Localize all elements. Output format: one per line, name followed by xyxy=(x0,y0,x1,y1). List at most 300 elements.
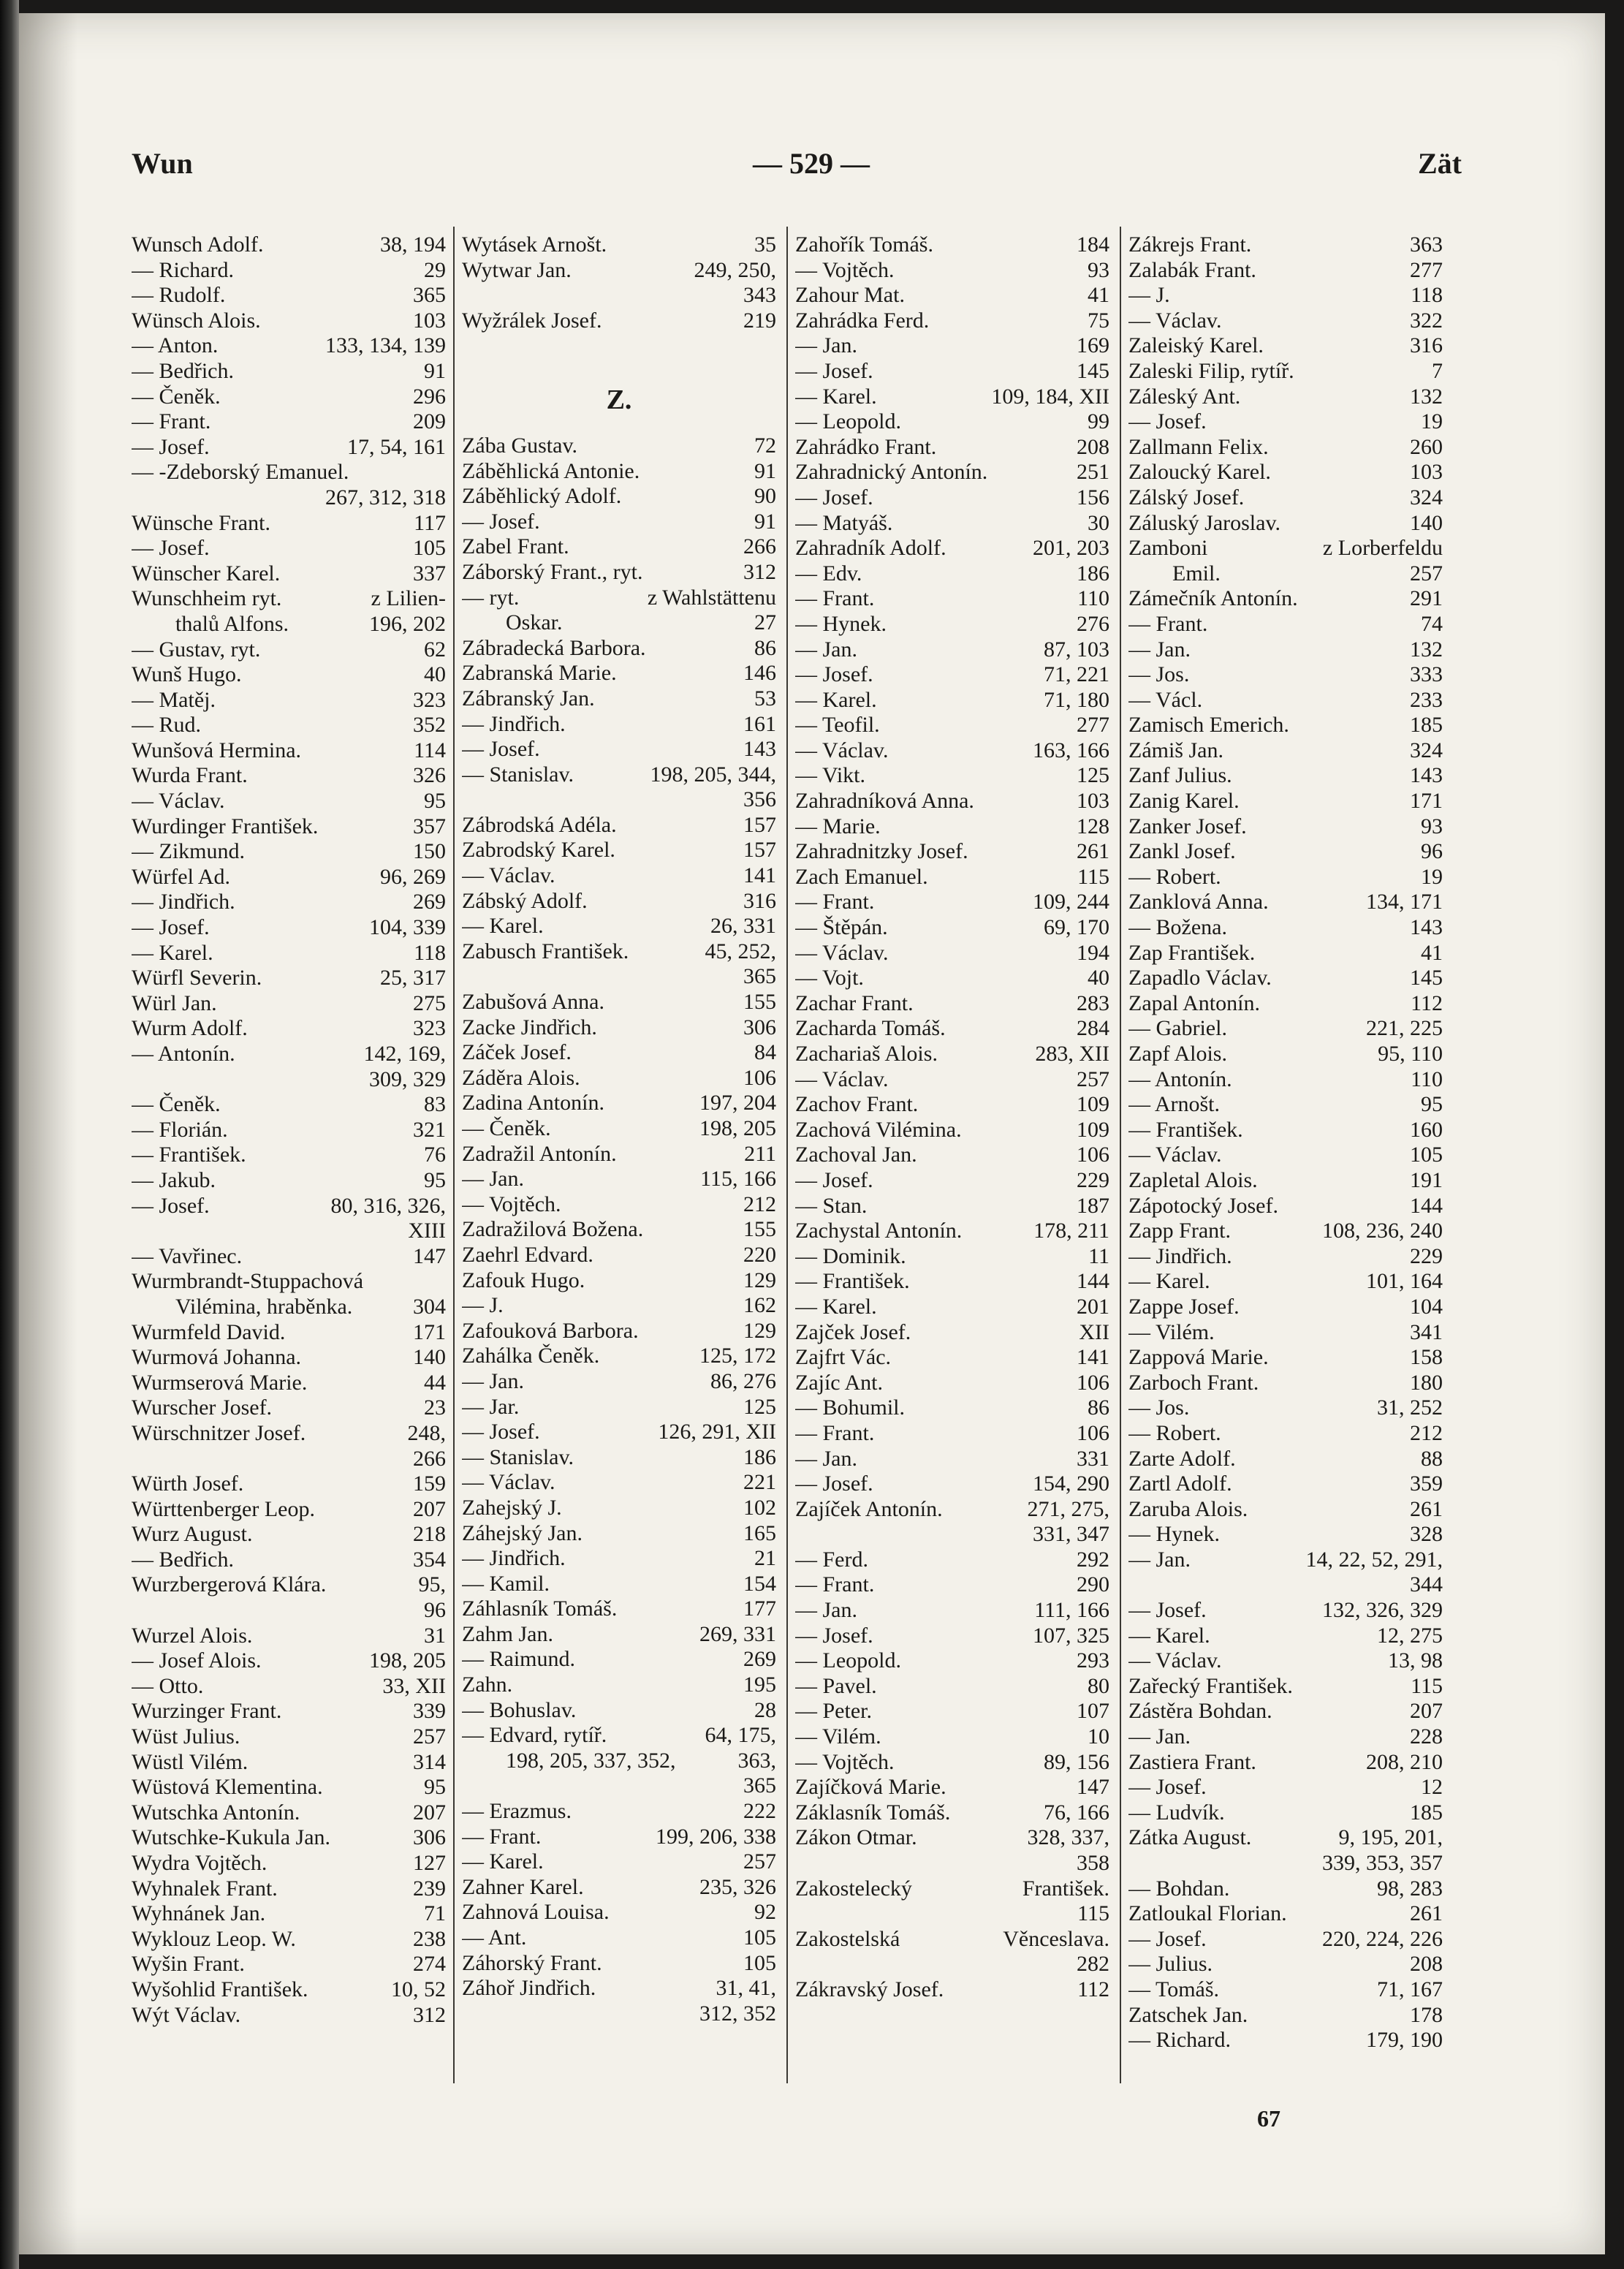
index-entry xyxy=(462,1167,776,1192)
entry-pages: 96 xyxy=(1421,839,1443,864)
index-entry xyxy=(462,586,776,611)
entry-pages: 112 xyxy=(1411,990,1443,1015)
entry-name: — Václav. xyxy=(132,789,225,814)
entry-name: — Vilém. xyxy=(1128,1319,1215,1344)
index-entry xyxy=(795,1624,1109,1649)
index-entry xyxy=(462,1572,776,1597)
index-entry xyxy=(1128,1371,1443,1396)
index-column-1 xyxy=(132,232,446,2028)
entry-name: Wurmová Johanna. xyxy=(132,1345,302,1370)
index-entry xyxy=(462,1496,776,1521)
index-entry xyxy=(1128,1825,1443,1851)
entry-pages: 31, 41, xyxy=(716,1976,776,2001)
entry-name: — Jar. xyxy=(462,1394,520,1419)
entry-pages: 157 xyxy=(743,838,776,863)
index-entry xyxy=(132,1724,446,1750)
entry-pages: 117 xyxy=(414,510,446,535)
entry-name: — Peter. xyxy=(795,1699,872,1724)
index-entry xyxy=(462,686,776,712)
entry-pages: 92 xyxy=(754,1900,776,1925)
entry-pages: 86 xyxy=(754,635,776,660)
index-entry xyxy=(795,1042,1109,1067)
entry-pages: 91 xyxy=(424,358,446,383)
entry-pages: 209 xyxy=(413,409,446,434)
entry-name: — Čeněk. xyxy=(462,1116,551,1140)
entry-pages: 21 xyxy=(754,1546,776,1571)
entry-pages: 76 xyxy=(424,1143,446,1167)
entry-pages: 321 xyxy=(413,1117,446,1142)
index-entry xyxy=(795,232,1109,258)
entry-pages: z Lilien- xyxy=(371,586,446,611)
index-entry xyxy=(132,1522,446,1548)
entry-pages: 132 xyxy=(1410,384,1443,409)
entry-name: — Richard. xyxy=(132,257,234,282)
entry-name: Zadina Antonín. xyxy=(462,1091,604,1115)
page-number: — 529 — xyxy=(753,147,870,180)
entry-name: — Jan. xyxy=(795,1598,857,1623)
entry-name: Zabranská Marie. xyxy=(462,661,617,686)
index-entry xyxy=(1128,738,1443,764)
index-entry xyxy=(795,1194,1109,1219)
index-entry xyxy=(132,865,446,890)
entry-name: — Frant. xyxy=(795,586,875,611)
entry-name: — Leopold. xyxy=(795,1648,901,1673)
index-entry xyxy=(1128,232,1443,258)
entry-pages: 145 xyxy=(1077,358,1109,383)
index-entry xyxy=(1128,1497,1443,1523)
entry-pages: 106 xyxy=(1077,1143,1109,1167)
index-entry xyxy=(1128,1851,1443,1876)
index-entry xyxy=(132,814,446,840)
entry-name: — Arnošt. xyxy=(1128,1092,1221,1117)
header-left-guide-word: Wun xyxy=(132,147,193,180)
index-entry xyxy=(1128,1092,1443,1118)
index-entry xyxy=(795,839,1109,865)
entry-pages: 10, 52 xyxy=(391,1977,446,2001)
index-entry xyxy=(132,1345,446,1371)
entry-name: — Bedřich. xyxy=(132,1547,234,1572)
entry-name: Zahrádko Frant. xyxy=(795,434,937,459)
entry-pages: 352 xyxy=(413,713,446,738)
index-entry xyxy=(795,1876,1109,1902)
entry-pages: 118 xyxy=(1411,283,1443,308)
index-entry xyxy=(462,1319,776,1344)
entry-name: — Karel. xyxy=(1128,1623,1210,1648)
entry-name: — Ludvík. xyxy=(1128,1800,1225,1825)
entry-pages: 201 xyxy=(1077,1294,1109,1319)
entry-pages: 30 xyxy=(1088,510,1109,535)
entry-pages: 221, 225 xyxy=(1366,1016,1443,1041)
entry-pages: 277 xyxy=(1410,257,1443,282)
index-entry xyxy=(132,1269,446,1295)
index-entry xyxy=(1128,1016,1443,1042)
entry-name: — Josef. xyxy=(132,915,210,940)
index-entry xyxy=(132,1825,446,1851)
entry-pages: 99 xyxy=(1088,409,1109,434)
entry-pages: 128 xyxy=(1077,814,1109,838)
entry-pages: 365 xyxy=(743,964,776,989)
entry-pages: 72 xyxy=(754,433,776,458)
entry-name: Zaloucký Karel. xyxy=(1128,460,1271,485)
entry-pages: 271, 275, xyxy=(1027,1496,1109,1521)
index-entry xyxy=(1128,359,1443,385)
index-entry xyxy=(132,839,446,865)
entry-pages: 328 xyxy=(1410,1522,1443,1547)
entry-name: — Čeněk. xyxy=(132,384,221,409)
entry-name: Wurmserová Marie. xyxy=(132,1370,308,1395)
index-entry xyxy=(462,939,776,965)
entry-pages: 98, 283 xyxy=(1377,1876,1443,1901)
entry-name: Záděra Alois. xyxy=(462,1065,580,1090)
entry-name: Wurzel Alois. xyxy=(132,1623,253,1648)
entry-name: Zarboch Frant. xyxy=(1128,1370,1259,1395)
entry-name: — Frant. xyxy=(132,409,211,434)
entry-name: Zahálka Čeněk. xyxy=(462,1344,600,1368)
entry-pages: 109 xyxy=(1077,1092,1109,1117)
entry-pages: 238 xyxy=(413,1926,446,1951)
entry-pages: 143 xyxy=(1410,763,1443,788)
entry-name: — Marie. xyxy=(795,814,881,838)
entry-name: — Frant. xyxy=(795,1572,875,1597)
entry-pages: 257 xyxy=(743,1849,776,1874)
index-entry xyxy=(132,738,446,764)
entry-pages: 212 xyxy=(743,1192,776,1216)
entry-pages: 184 xyxy=(1077,232,1109,257)
index-entry xyxy=(795,283,1109,308)
entry-pages: 344 xyxy=(1410,1572,1443,1597)
entry-name: Zámečník Antonín. xyxy=(1128,586,1298,611)
entry-name: Záhejský Jan. xyxy=(462,1520,583,1545)
index-entry xyxy=(462,1622,776,1648)
entry-pages: XII xyxy=(1079,1319,1109,1344)
entry-name: Vilémina, hraběnka. xyxy=(175,1294,353,1319)
entry-pages: 201, 203 xyxy=(1033,536,1109,561)
entry-pages: 186 xyxy=(743,1444,776,1469)
entry-name: — Otto. xyxy=(132,1673,204,1698)
column-rule xyxy=(1120,227,1121,2083)
index-entry xyxy=(462,510,776,535)
entry-name: — Stanislav. xyxy=(462,1444,574,1469)
entry-pages: 19 xyxy=(1421,409,1443,434)
entry-name: Záleský Ant. xyxy=(1128,384,1241,409)
index-entry xyxy=(1128,1775,1443,1800)
index-entry xyxy=(1128,763,1443,789)
entry-name: — František. xyxy=(132,1143,246,1167)
entry-name: — Robert. xyxy=(1128,1420,1221,1445)
entry-pages: 331 xyxy=(1077,1446,1109,1471)
entry-name: Zámiš Jan. xyxy=(1128,738,1223,762)
entry-name: Würth Josef. xyxy=(132,1471,244,1496)
entry-name: Zábský Adolf. xyxy=(462,888,588,913)
index-entry xyxy=(1128,435,1443,461)
entry-pages: 91 xyxy=(754,458,776,483)
index-entry xyxy=(1128,966,1443,991)
entry-pages: 107, 325 xyxy=(1033,1623,1109,1648)
entry-pages: 87, 103 xyxy=(1044,637,1109,662)
entry-pages: 23 xyxy=(424,1395,446,1420)
entry-name: Zapal Antonín. xyxy=(1128,990,1260,1015)
entry-name: Záklasník Tomáš. xyxy=(795,1800,951,1825)
entry-pages: 96, 269 xyxy=(380,864,446,889)
entry-name: — Antonín. xyxy=(1128,1067,1232,1091)
entry-name: — Vojtěch. xyxy=(795,1749,895,1774)
entry-name: — ryt. xyxy=(462,585,520,610)
entry-name: Wytásek Arnošt. xyxy=(462,232,607,257)
entry-pages: 12, 275 xyxy=(1377,1623,1443,1648)
entry-name: Wyšin Frant. xyxy=(132,1952,245,1977)
entry-name: Zadražilová Božena. xyxy=(462,1217,644,1242)
entry-pages: 337 xyxy=(413,561,446,586)
entry-pages: 28 xyxy=(754,1697,776,1722)
entry-pages: 207 xyxy=(1410,1699,1443,1724)
index-entry xyxy=(462,283,776,308)
index-entry xyxy=(795,1548,1109,1573)
entry-name: — Václav. xyxy=(1128,1648,1222,1673)
index-entry xyxy=(462,1066,776,1091)
entry-pages: 211 xyxy=(744,1141,776,1166)
entry-pages: 115, 166 xyxy=(700,1167,776,1192)
index-entry xyxy=(795,662,1109,688)
index-entry xyxy=(462,1825,776,1850)
entry-pages: 29 xyxy=(424,257,446,282)
index-entry xyxy=(132,586,446,612)
entry-name: Oskar. xyxy=(506,610,563,635)
entry-pages: 341 xyxy=(1410,1319,1443,1344)
entry-pages xyxy=(441,460,446,485)
entry-name: — Josef. xyxy=(462,1420,540,1444)
index-entry xyxy=(132,1952,446,1977)
entry-pages: 249, 250, xyxy=(694,257,776,282)
entry-pages: 143 xyxy=(1410,915,1443,940)
entry-name: — Josef. xyxy=(462,509,540,534)
entry-pages: 106 xyxy=(743,1065,776,1090)
entry-pages: 112 xyxy=(1077,1977,1109,2001)
index-entry xyxy=(795,789,1109,814)
index-entry xyxy=(1128,1471,1443,1497)
index-entry xyxy=(795,1825,1109,1851)
entry-name: Zaehrl Edvard. xyxy=(462,1242,593,1267)
index-entry xyxy=(132,460,446,485)
index-entry xyxy=(795,1800,1109,1826)
entry-name: — Jindřich. xyxy=(132,890,235,914)
entry-name: Zahořík Tomáš. xyxy=(795,232,933,257)
index-entry xyxy=(462,964,776,990)
entry-name: Zaleiský Karel. xyxy=(1128,333,1264,358)
entry-pages: 115 xyxy=(1077,864,1109,889)
entry-name: — -Zdeborský Emanuel. xyxy=(132,460,349,485)
index-entry xyxy=(795,1497,1109,1523)
entry-name: — J. xyxy=(462,1293,504,1318)
entry-name: Zahejský J. xyxy=(462,1495,562,1520)
index-entry xyxy=(1128,460,1443,485)
entry-name: — Frant. xyxy=(1128,611,1208,636)
entry-pages: 89, 156 xyxy=(1044,1749,1109,1774)
entry-pages: 208 xyxy=(1077,434,1109,459)
entry-name: — Zikmund. xyxy=(132,839,245,864)
entry-name: Zahradník Adolf. xyxy=(795,536,946,561)
index-entry xyxy=(462,1673,776,1698)
scan-edge xyxy=(0,0,19,2269)
index-entry xyxy=(1128,612,1443,637)
entry-name: Záborský Frant., ryt. xyxy=(462,559,643,584)
entry-name: — Václav. xyxy=(795,1067,889,1091)
index-entry xyxy=(132,1977,446,2003)
entry-pages: 261 xyxy=(1077,839,1109,864)
entry-pages: 233 xyxy=(1410,687,1443,712)
entry-name: Zachariaš Alois. xyxy=(795,1042,938,1066)
entry-name: — Dominik. xyxy=(795,1243,906,1268)
index-entry xyxy=(795,1851,1109,1876)
entry-pages: 64, 175, xyxy=(705,1723,776,1748)
index-entry xyxy=(1128,1674,1443,1700)
spine-shadow xyxy=(19,13,77,2254)
entry-pages: 155 xyxy=(743,1217,776,1242)
entry-name: Emil. xyxy=(1172,561,1221,586)
index-entry xyxy=(132,1598,446,1624)
entry-name: — Raimund. xyxy=(462,1647,575,1672)
entry-pages: 41 xyxy=(1088,283,1109,308)
entry-name: Zaruba Alois. xyxy=(1128,1496,1248,1521)
index-entry xyxy=(1128,485,1443,511)
index-entry xyxy=(462,308,776,334)
entry-pages: 359 xyxy=(1410,1471,1443,1496)
index-entry xyxy=(462,1849,776,1875)
index-entry xyxy=(795,915,1109,941)
index-entry xyxy=(795,1674,1109,1700)
entry-name: Wunsch Adolf. xyxy=(132,232,264,257)
entry-pages: 220 xyxy=(743,1242,776,1267)
index-entry xyxy=(462,1749,776,1774)
entry-pages: 105 xyxy=(743,1950,776,1975)
entry-pages: 154, 290 xyxy=(1033,1471,1109,1496)
index-entry xyxy=(1128,1927,1443,1952)
index-entry xyxy=(1128,1143,1443,1168)
entry-pages: 199, 206, 338 xyxy=(656,1824,776,1849)
index-entry xyxy=(795,941,1109,966)
entry-pages: 207 xyxy=(413,1800,446,1825)
index-entry xyxy=(132,485,446,511)
entry-pages: 326 xyxy=(413,763,446,788)
index-entry xyxy=(1128,991,1443,1017)
entry-name: Zábradecká Barbora. xyxy=(462,635,646,660)
entry-pages: 208 xyxy=(1410,1952,1443,1977)
index-entry xyxy=(795,333,1109,359)
entry-name: — J. xyxy=(1128,283,1170,308)
entry-name: — Josef. xyxy=(1128,1775,1207,1800)
index-entry xyxy=(462,258,776,284)
entry-name: Zápotocký Josef. xyxy=(1128,1193,1278,1218)
entry-name: — Josef. xyxy=(1128,409,1207,434)
index-entry xyxy=(462,1369,776,1395)
index-entry xyxy=(132,1143,446,1168)
entry-pages: 71, 180 xyxy=(1044,687,1109,712)
index-entry xyxy=(462,661,776,686)
entry-pages: z Lorberfeldu xyxy=(1322,536,1443,561)
index-entry xyxy=(462,737,776,762)
entry-name: Zanklová Anna. xyxy=(1128,890,1269,914)
index-entry xyxy=(132,1497,446,1523)
entry-pages: 80 xyxy=(1088,1673,1109,1698)
entry-pages: 323 xyxy=(413,687,446,712)
index-entry xyxy=(1128,561,1443,587)
index-entry xyxy=(1128,1699,1443,1724)
index-entry xyxy=(1128,385,1443,410)
index-entry xyxy=(795,814,1109,840)
entry-name: — Edv. xyxy=(795,561,862,586)
entry-pages: 304 xyxy=(413,1294,446,1319)
index-entry xyxy=(1128,586,1443,612)
entry-pages: 365 xyxy=(743,1773,776,1798)
entry-pages: Věnceslava. xyxy=(1003,1926,1109,1951)
entry-pages: 147 xyxy=(413,1243,446,1268)
entry-name: Württenberger Leop. xyxy=(132,1496,316,1521)
entry-pages: 102 xyxy=(743,1495,776,1520)
index-entry xyxy=(132,1447,446,1472)
entry-name: — Julius. xyxy=(1128,1952,1213,1977)
index-entry xyxy=(795,1269,1109,1295)
entry-pages: 312 xyxy=(413,2002,446,2027)
entry-pages: 354 xyxy=(413,1547,446,1572)
entry-name: Zajček Josef. xyxy=(795,1319,911,1344)
entry-name: — Štěpán. xyxy=(795,915,888,940)
index-entry xyxy=(795,1522,1109,1548)
entry-name: — Gabriel. xyxy=(1128,1016,1227,1041)
index-entry xyxy=(132,385,446,410)
index-entry xyxy=(1128,865,1443,890)
index-entry xyxy=(1128,1598,1443,1624)
index-entry xyxy=(132,1194,446,1219)
entry-name: — Jan. xyxy=(1128,1547,1191,1572)
entry-name: Zahm Jan. xyxy=(462,1621,553,1646)
index-entry xyxy=(795,763,1109,789)
entry-name: Wurmbrandt-Stuppachová xyxy=(132,1269,364,1294)
index-entry xyxy=(1128,1067,1443,1093)
entry-pages: 316 xyxy=(743,888,776,913)
entry-pages: 115 xyxy=(1411,1673,1443,1698)
entry-pages: 229 xyxy=(1410,1243,1443,1268)
index-entry xyxy=(462,1015,776,1041)
entry-name: — Rud. xyxy=(132,713,202,738)
index-entry xyxy=(1128,1447,1443,1472)
index-entry xyxy=(795,1901,1109,1927)
entry-name: Zanf Julius. xyxy=(1128,763,1232,788)
index-entry xyxy=(1128,258,1443,284)
index-entry xyxy=(795,738,1109,764)
index-entry xyxy=(132,890,446,915)
entry-name: — Vojtěch. xyxy=(795,257,895,282)
index-entry xyxy=(1128,1572,1443,1598)
entry-name: Zarte Adolf. xyxy=(1128,1446,1236,1471)
index-entry xyxy=(132,536,446,561)
entry-name: — Antonín. xyxy=(132,1042,235,1066)
index-entry xyxy=(1128,814,1443,840)
index-entry xyxy=(1128,2003,1443,2029)
index-entry xyxy=(1128,1395,1443,1421)
index-entry xyxy=(795,637,1109,663)
entry-name: — Rudolf. xyxy=(132,283,226,308)
entry-name: — Václav. xyxy=(795,738,889,762)
entry-pages: 212 xyxy=(1410,1420,1443,1445)
page-header xyxy=(132,146,1462,190)
entry-pages: 140 xyxy=(1410,510,1443,535)
entry-pages: 104 xyxy=(1410,1294,1443,1319)
entry-name: — Josef. xyxy=(132,434,210,459)
entry-pages: 93 xyxy=(1421,814,1443,838)
entry-pages: 198, 205 xyxy=(699,1116,776,1140)
entry-pages: 110 xyxy=(1077,586,1109,611)
entry-pages: 260 xyxy=(1410,434,1443,459)
index-entry xyxy=(795,1750,1109,1776)
